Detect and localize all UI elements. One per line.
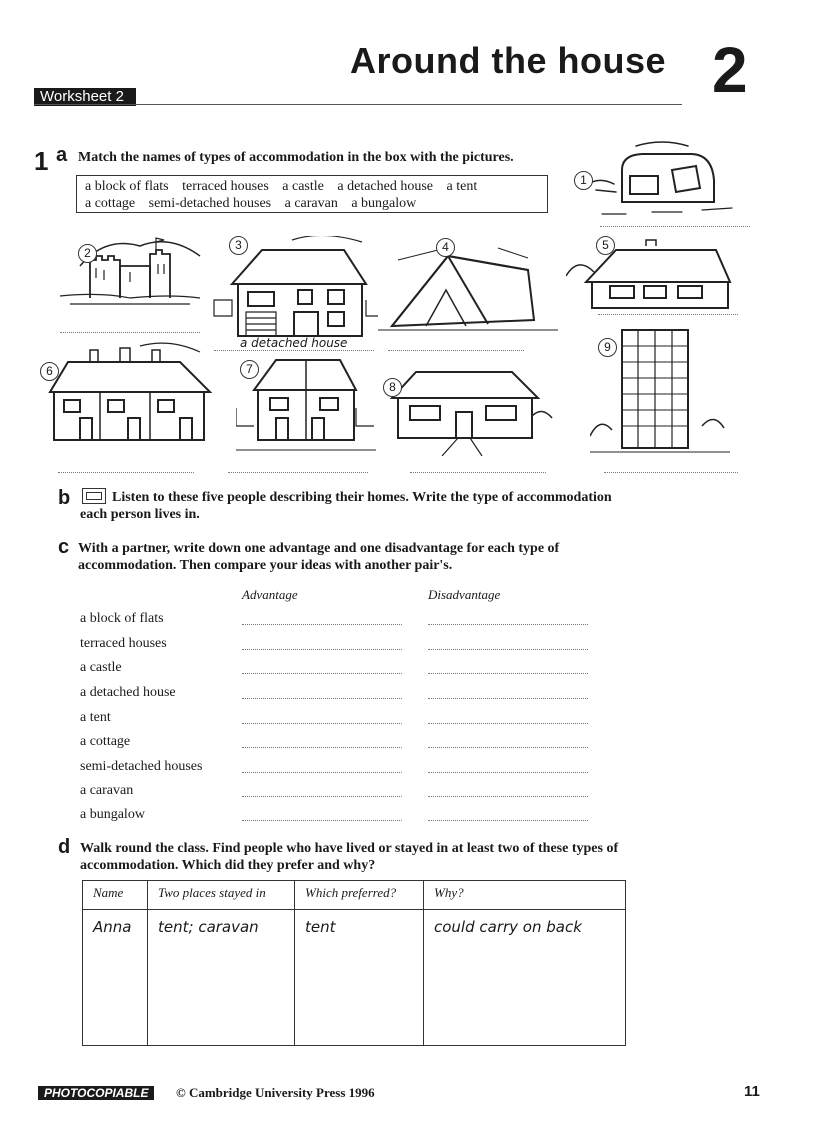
part-b-letter: b xyxy=(58,487,71,509)
column-header-places: Two places stayed in xyxy=(148,881,295,910)
column-header-why: Why? xyxy=(424,881,626,910)
accommodation-row-label: a cottage xyxy=(80,734,131,749)
word-box-item: a tent xyxy=(446,179,478,194)
picture-number: 5 xyxy=(596,236,615,255)
picture-number: 4 xyxy=(436,238,455,257)
column-header-preferred: Which preferred? xyxy=(295,881,424,910)
word-box-item: a caravan xyxy=(284,196,338,211)
disadvantage-answer-line[interactable] xyxy=(428,649,588,650)
word-box-item: terraced houses xyxy=(182,179,269,194)
part-c-letter: c xyxy=(58,536,70,558)
advantage-answer-line[interactable] xyxy=(242,772,402,773)
picture-number: 7 xyxy=(240,360,259,379)
accommodation-row-label: a castle xyxy=(80,660,122,675)
survey-table xyxy=(82,880,626,1046)
caravan-illustration xyxy=(592,140,742,220)
word-box-item: a block of flats xyxy=(85,179,169,194)
cottage-illustration xyxy=(382,356,554,456)
bungalow-illustration xyxy=(566,236,736,316)
part-d-instruction: Walk round the class. Find people who have lived or stayed in at least two of these types of accommodation. Which did they prefer and why? xyxy=(80,841,619,873)
part-a-instruction: Match the names of types of accommodation in the box with the pictures. xyxy=(78,150,514,165)
page-title: Around the house xyxy=(350,40,666,81)
terraced-houses-illustration xyxy=(40,342,212,452)
advantage-answer-line[interactable] xyxy=(242,723,402,724)
answer-line xyxy=(60,332,200,333)
disadvantage-answer-line[interactable] xyxy=(428,698,588,699)
word-box-item: a cottage xyxy=(85,196,136,211)
answer-line xyxy=(388,350,524,351)
disadvantage-column-header: Disadvantage xyxy=(428,587,501,602)
picture-number: 3 xyxy=(229,236,248,255)
disadvantage-answer-line[interactable] xyxy=(428,796,588,797)
picture-number: 6 xyxy=(40,362,59,381)
advantage-answer-line[interactable] xyxy=(242,820,402,821)
photocopiable-tag: PHOTOCOPIABLE xyxy=(38,1086,154,1100)
part-b-instruction: Listen to these five people describing their homes. Write the type of accommodation each person lives in. xyxy=(80,490,612,522)
advantage-answer-line[interactable] xyxy=(242,673,402,674)
table-cell[interactable]: tent xyxy=(295,910,424,1046)
picture-number: 8 xyxy=(383,378,402,397)
picture-number: 2 xyxy=(78,244,97,263)
advantage-answer-line[interactable] xyxy=(242,747,402,748)
disadvantage-answer-line[interactable] xyxy=(428,820,588,821)
advantage-column-header: Advantage xyxy=(242,587,298,602)
word-box-item: semi-detached houses xyxy=(148,196,272,211)
accommodation-row-label: a bungalow xyxy=(80,807,145,822)
advantage-answer-line[interactable] xyxy=(242,649,402,650)
accommodation-row-label: semi-detached houses xyxy=(80,759,203,774)
section-number: 1 xyxy=(34,146,49,176)
disadvantage-answer-line[interactable] xyxy=(428,723,588,724)
table-cell[interactable]: Anna xyxy=(83,910,148,1046)
answer-line xyxy=(410,472,546,473)
advantage-answer-line[interactable] xyxy=(242,698,402,699)
picture-number: 1 xyxy=(574,171,593,190)
picture-number: 9 xyxy=(598,338,617,357)
part-a-letter: a xyxy=(56,144,68,166)
table-cell[interactable]: could carry on back xyxy=(424,910,626,1046)
answer-line xyxy=(58,472,194,473)
accommodation-row-label: a caravan xyxy=(80,783,134,798)
handwritten-answer: a detached house xyxy=(240,336,348,350)
accommodation-row-label: terraced houses xyxy=(80,636,167,651)
worksheet-label: Worksheet 2 xyxy=(34,88,136,106)
part-c-instruction: With a partner, write down one advantage and one disadvantage for each type of accommodation. Then compare your ideas with another pair's. xyxy=(78,541,560,573)
word-box-item: a bungalow xyxy=(351,196,417,211)
disadvantage-answer-line[interactable] xyxy=(428,624,588,625)
advantage-answer-line[interactable] xyxy=(242,796,402,797)
column-header-name: Name xyxy=(83,881,148,910)
answer-line xyxy=(604,472,738,473)
answer-line xyxy=(600,226,750,227)
copyright-notice: © Cambridge University Press 1996 xyxy=(176,1085,375,1100)
unit-number: 2 xyxy=(712,34,748,106)
page-number: 11 xyxy=(744,1083,760,1100)
accommodation-row-label: a block of flats xyxy=(80,611,164,626)
tent-illustration xyxy=(378,240,558,340)
answer-line xyxy=(228,472,368,473)
answer-line xyxy=(598,314,738,315)
disadvantage-answer-line[interactable] xyxy=(428,772,588,773)
accommodation-row-label: a tent xyxy=(80,710,111,725)
header-rule xyxy=(34,104,682,105)
word-box-item: a detached house xyxy=(337,179,433,194)
part-d-letter: d xyxy=(58,836,71,858)
word-box xyxy=(76,175,548,213)
accommodation-row-label: a detached house xyxy=(80,685,176,700)
disadvantage-answer-line[interactable] xyxy=(428,673,588,674)
table-cell[interactable]: tent; caravan xyxy=(148,910,295,1046)
word-box-item: a castle xyxy=(282,179,324,194)
disadvantage-answer-line[interactable] xyxy=(428,747,588,748)
advantage-answer-line[interactable] xyxy=(242,624,402,625)
